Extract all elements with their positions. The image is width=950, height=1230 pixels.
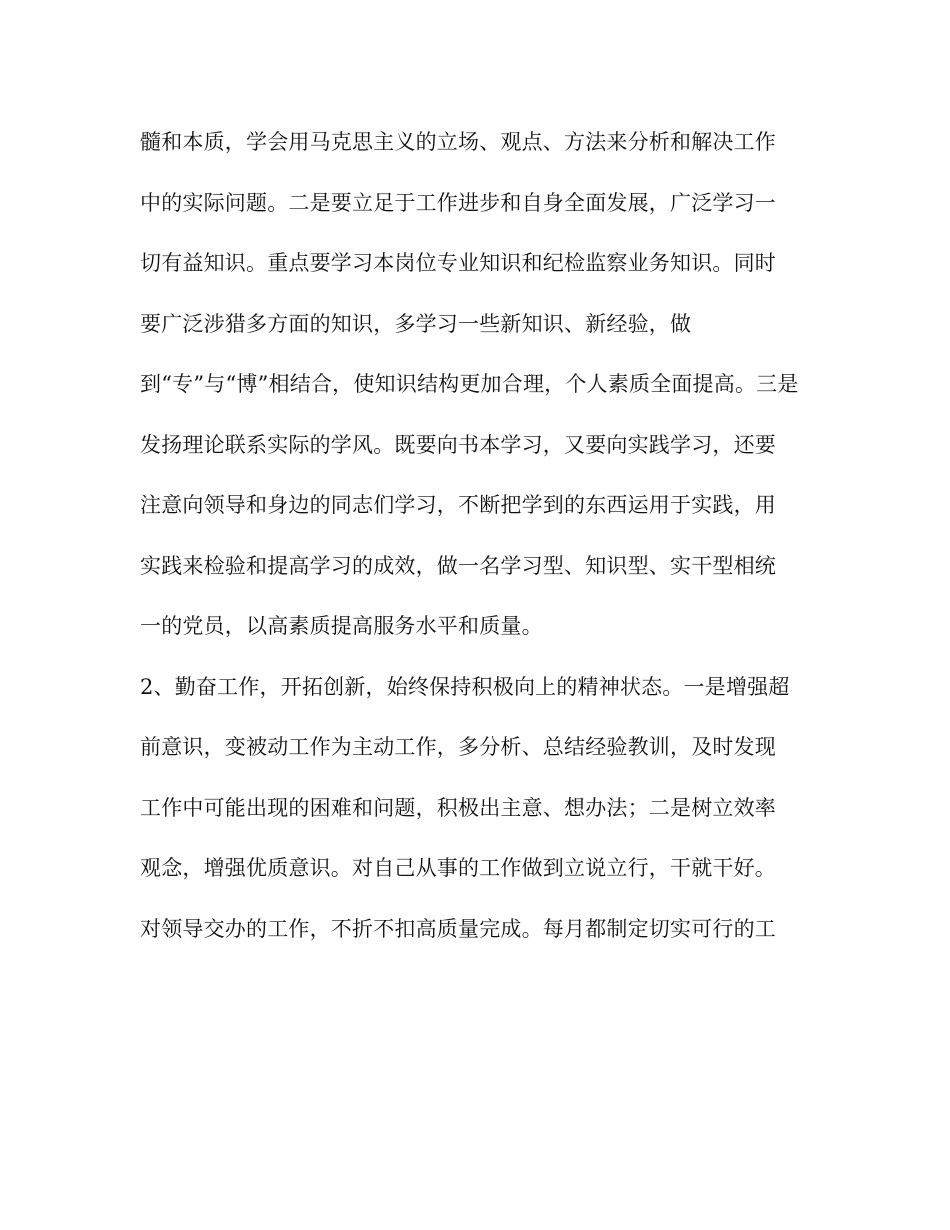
text-line: 工作中可能出现的困难和问题，积极出主意、想办法；二是树立效率 xyxy=(140,795,776,820)
text-line: 中的实际问题。二是要立足于工作进步和自身全面发展，广泛学习一 xyxy=(140,190,776,215)
text-line: 对领导交办的工作，不折不扣高质量完成。每月都制定切实可行的工 xyxy=(140,916,776,941)
text-line: 2、勤奋工作，开拓创新，始终保持积极向上的精神状态。一是增强超 xyxy=(140,674,790,699)
text-line: 注意向领导和身边的同志们学习，不断把学到的东西运用于实践，用 xyxy=(140,493,776,517)
text-line: 前意识，变被动工作为主动工作，多分析、总结经验教训，及时发现 xyxy=(140,735,776,759)
text-line: 要广泛涉猎多方面的知识，多学习一些新知识、新经验，做 xyxy=(140,311,692,336)
text-line: 实践来检验和提高学习的成效，做一名学习型、知识型、实干型相统 xyxy=(140,553,776,578)
text-line: 到“专”与“博”相结合，使知识结构更加合理，个人素质全面提高。三是 xyxy=(140,372,799,396)
text-line: 观念，增强优质意识。对自己从事的工作做到立说立行，干就干好。 xyxy=(140,856,776,880)
text-line: 切有益知识。重点要学习本岗位专业知识和纪检监察业务知识。同时 xyxy=(140,251,776,275)
text-line: 发扬理论联系实际的学风。既要向书本学习，又要向实践学习，还要 xyxy=(140,432,776,457)
document-body xyxy=(140,120,820,967)
text-line: 髓和本质，学会用马克思主义的立场、观点、方法来分析和解决工作 xyxy=(140,130,776,154)
text-line: 一的党员，以高素质提高服务水平和质量。 xyxy=(140,614,543,638)
